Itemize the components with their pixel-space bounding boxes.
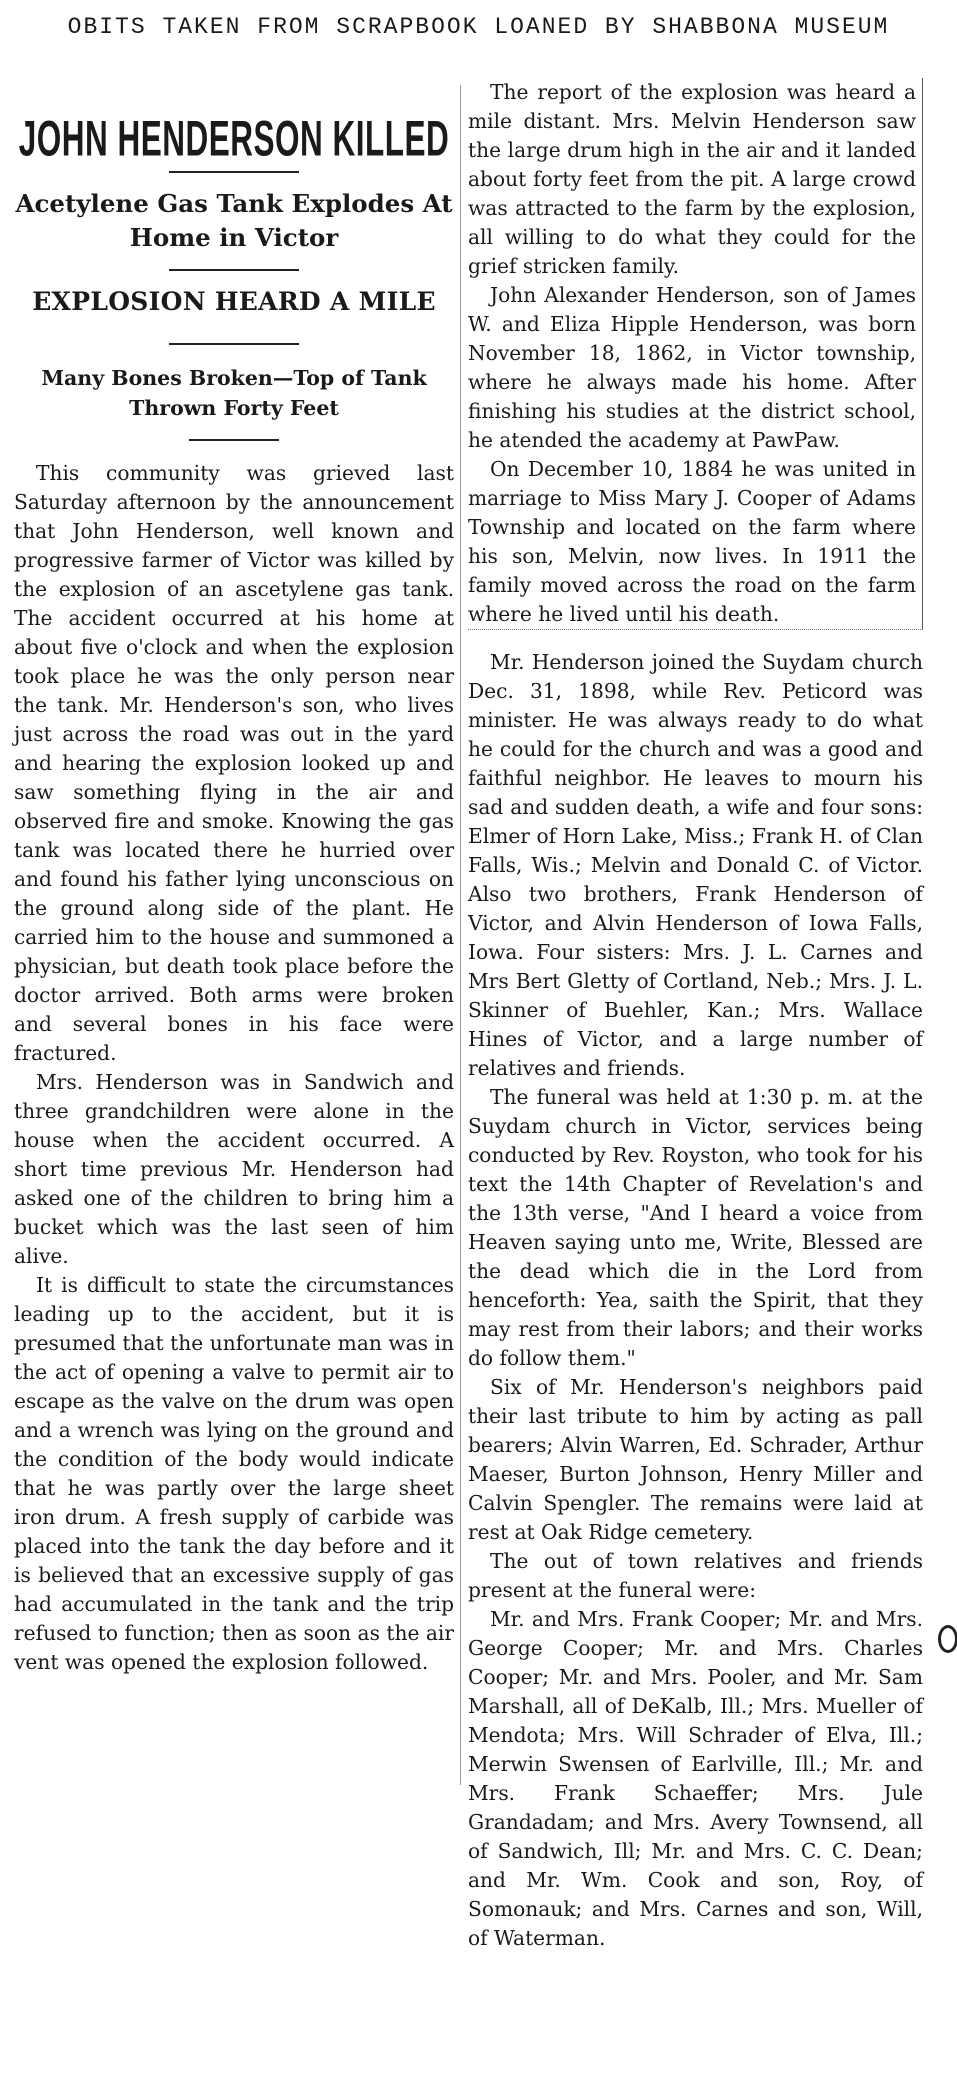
article-paragraph: Six of Mr. Henderson's neighbors paid their last tribute to him by acting as pall bearers; Alvin Warren, Ed. Schrader, Arthur Maeser, Burton Johnson, Henry Miller and Calvin Spengler. The remains were laid at rest at Oak Ridge cemetery. xyxy=(468,1375,923,1544)
subhead-rule-2 xyxy=(169,343,299,345)
headline: JOHN HENDERSON KILLED xyxy=(18,109,450,167)
column-divider xyxy=(460,85,461,1785)
subheadline-1: Acetylene Gas Tank Explodes At Home in Victor xyxy=(15,189,453,252)
continued-clipping xyxy=(468,78,923,630)
article-paragraph: On December 10, 1884 he was united in marriage to Miss Mary J. Cooper of Adams Township and located on the farm where his son, Melvin, now lives. In 1911 the family moved across the road on the farm where he lived until his death. xyxy=(468,457,916,626)
subhead-rule-1 xyxy=(169,269,299,271)
article-paragraph: It is difficult to state the circumstances leading up to the accident, but it is presumed that the unfortunate man was in the act of opening a valve to permit air to escape as the valve on the drum was open and a wrench was lying on the ground and the condition of the body would indicate that he was partly over the large sheet iron drum. A fresh supply of carbide was placed into the tank the day before and it is believed that an excessive supply of gas had accumulated in the tank and the trip refused to function; then as soon as the air vent was opened the explosion followed. xyxy=(14,1273,454,1674)
article-paragraph: John Alexander Henderson, son of James W. and Eliza Hipple Henderson, was born November 18, 1862, in Victor township, where he always made his home. After finishing his studies at the district school, he atended the academy at PawPaw. xyxy=(468,283,916,452)
left-column xyxy=(14,95,454,1677)
article-paragraph: The report of the explosion was heard a mile distant. Mrs. Melvin Henderson saw the large drum high in the air and it landed about forty feet from the pit. A large crowd was attracted to the farm by the explosion, all willing to do what they could for the grief stricken family. xyxy=(468,80,916,278)
article-paragraph: This community was grieved last Saturday afternoon by the announcement that John Henderson, well known and progressive farmer of Victor was killed by the explosion of an ascetylene gas tank. The accident occurred at his home at about five o'clock and when the explosion took place he was the only person near the tank. Mr. Henderson's son, who lives just across the road was out in the yard and hearing the explosion looked up and saw something flying in the air and observed fire and smoke. Knowing the gas tank was located there he hurried over and found his father lying unconscious on the ground along side of the plant. He carried him to the house and summoned a physician, but death took place before the doctor arrived. Both arms were broken and several bones in his face were fractured. xyxy=(14,461,454,1065)
subheadline-3: Many Bones Broken—Top of Tank Thrown Forty Feet xyxy=(41,366,427,420)
subheadline-2: EXPLOSION HEARD A MILE xyxy=(32,287,436,316)
attendee-list: Mr. and Mrs. Frank Cooper; Mr. and Mrs. George Cooper; Mr. and Mrs. Charles Cooper; Mr. and Mrs. Pooler, and Mr. Sam Marshall, all of DeKalb, Ill.; Mrs. Mueller of Mendota; Mrs. Will Schrader of Elva, Ill.; Merwin Swensen of Earlville, Ill.; Mr. and Mrs. Frank Schaeffer; Mrs. Jule Grandadam; and Mrs. Avery Townsend, all of Sandwich, Ill; Mr. and Mrs. C. C. Dean; and Mr. Wm. Cook and son, Roy, of Somonauk; and Mrs. Carnes and son, Will, of Waterman. xyxy=(468,1607,923,1950)
scrap-mark xyxy=(938,1625,957,1653)
subhead-rule-3 xyxy=(189,439,279,441)
page-banner: OBITS TAKEN FROM SCRAPBOOK LOANED BY SHABBONA MUSEUM xyxy=(67,14,890,40)
article-paragraph: Mrs. Henderson was in Sandwich and three grandchildren were alone in the house when the accident occurred. A short time previous Mr. Henderson had asked one of the children to bring him a bucket which was the last seen of him alive. xyxy=(14,1070,454,1268)
article-paragraph: The funeral was held at 1:30 p. m. at the Suydam church in Victor, services being conducted by Rev. Royston, who took for his text the 14th Chapter of Revelation's and the 13th verse, "And I heard a voice from Heaven saying unto me, Write, Blessed are the dead which die in the Lord from henceforth: Yea, saith the Spirit, that they may rest from their labors; and their works do follow them." xyxy=(468,1085,923,1370)
article-paragraph: The out of town relatives and friends present at the funeral were: xyxy=(468,1549,923,1602)
right-column xyxy=(468,78,923,1953)
article-paragraph: Mr. Henderson joined the Suydam church Dec. 31, 1898, while Rev. Peticord was minister. He was always ready to do what he could for the church and was a good and faithful neighbor. He leaves to mourn his sad and sudden death, a wife and four sons: Elmer of Horn Lake, Miss.; Frank H. of Clan Falls, Wis.; Melvin and Donald C. of Victor. Also two brothers, Frank Henderson of Victor, and Alvin Henderson of Iowa Falls, Iowa. Four sisters: Mrs. J. L. Carnes and Mrs Bert Gletty of Cortland, Neb.; Mrs. J. L. Skinner of Buehler, Kan.; Mrs. Wallace Hines of Victor, and a large number of relatives and friends. xyxy=(468,650,923,1080)
